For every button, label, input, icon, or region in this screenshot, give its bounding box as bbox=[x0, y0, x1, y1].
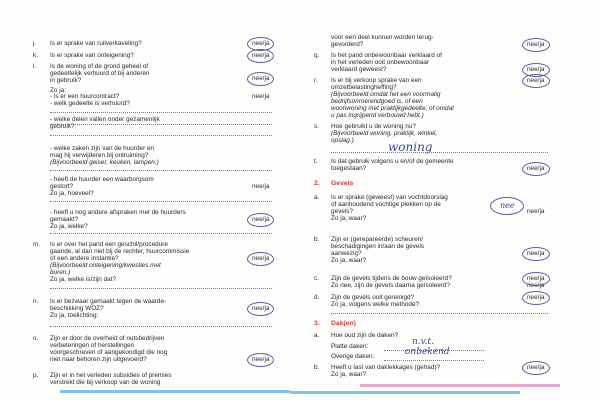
item-label-p: p. bbox=[33, 372, 39, 379]
decorative-stripe-blue-right bbox=[290, 391, 520, 394]
question-2a-line3: gevels? bbox=[331, 208, 354, 215]
question-2c-line2: Zo nee, zijn de gevels daarna geïsoleerd? bbox=[331, 282, 451, 289]
handwritten-answer-3a-overige: onbekend bbox=[405, 347, 450, 357]
answer-circle-2a bbox=[490, 197, 524, 215]
question-2b-line2: beschadigingen in/aan de gevels bbox=[331, 243, 425, 250]
answer-j[interactable]: nee/ja bbox=[252, 40, 270, 47]
question-m-line6: Zo ja, welke is/zijn dat? bbox=[50, 276, 117, 283]
handwritten-answer-3a-platte: n.v.t. bbox=[412, 337, 435, 347]
answer-circle-t bbox=[522, 162, 550, 176]
answer-n[interactable]: nee/ja bbox=[252, 305, 270, 312]
answer-line[interactable] bbox=[50, 288, 272, 289]
answer-circle-m bbox=[247, 252, 274, 266]
question-o-line3: voorgeschreven of aangekondigd die nog bbox=[50, 349, 168, 356]
question-m-line1: Is er over het pand een geschil/procedure bbox=[50, 241, 168, 248]
answer-line[interactable] bbox=[384, 360, 484, 361]
item-label-2b: b. bbox=[314, 236, 320, 243]
answer-2d[interactable]: nee/ja bbox=[527, 294, 545, 301]
question-2d-line1: Zijn de gevels ooit gereinigd? bbox=[331, 294, 415, 301]
question-q-line1: Is het pand onbewoonbaar verklaard of bbox=[331, 52, 442, 59]
question-r-line1: Is er bij verkoop sprake van een bbox=[331, 77, 422, 84]
question-2b-line3: aanwezig? bbox=[331, 250, 362, 257]
answer-m[interactable]: nee/ja bbox=[252, 255, 270, 262]
answer-line[interactable] bbox=[50, 326, 272, 327]
question-r-line2: omzetbelastingheffing? bbox=[331, 84, 397, 91]
question-r-line3: (Bijvoorbeeld omdat het een voormalig bbox=[331, 91, 441, 98]
answer-circle-o bbox=[247, 353, 274, 367]
question-3b-line1: Heeft u last van daklekkages (gehad)? bbox=[331, 364, 441, 371]
section-3-title: Dak(en) bbox=[331, 320, 356, 327]
question-l-waarborg-3: Zo ja, hoeveel? bbox=[50, 190, 94, 197]
question-l-zoja: Zo ja: bbox=[50, 87, 66, 94]
section-2-number: 2. bbox=[314, 180, 320, 187]
answer-line[interactable] bbox=[331, 152, 548, 153]
item-label-2c: c. bbox=[314, 275, 319, 282]
question-2a-line2: of aanhoudend vochtige plekken op de bbox=[331, 201, 441, 208]
answer-o[interactable]: nee/ja bbox=[252, 356, 270, 363]
question-l-huurder-zaken-3: (Bijvoorbeeld geiser, keuken, lampen.) bbox=[50, 159, 159, 166]
question-m-line3: of een andere instantie? bbox=[50, 255, 119, 262]
answer-line[interactable] bbox=[50, 112, 272, 113]
question-l-line1: Is de woning of de grond geheel of bbox=[50, 63, 149, 70]
question-o-line1: Zijn er door de overheid of nutsbedrijven bbox=[50, 335, 165, 342]
answer-l[interactable]: nee/ja bbox=[252, 75, 270, 82]
item-label-q: q. bbox=[314, 52, 320, 59]
question-t-line1: Is dat gebruik volgens u en/of de gemeente bbox=[331, 158, 454, 165]
question-p-cont-1: voor een deel kunnen worden terug- bbox=[331, 34, 434, 41]
item-label-2a: a. bbox=[314, 194, 320, 201]
section-3-number: 3. bbox=[314, 320, 320, 327]
answer-line[interactable] bbox=[50, 135, 272, 136]
item-label-2d: d. bbox=[314, 294, 320, 301]
question-r-line6: u pas ingrijpend verbouwd hebt.) bbox=[331, 112, 424, 119]
answer-line[interactable] bbox=[50, 124, 272, 125]
answer-line[interactable] bbox=[50, 170, 272, 171]
answer-l-waarborg[interactable]: nee/ja bbox=[252, 183, 270, 190]
question-2a-line4: Zo ja, waar? bbox=[331, 215, 367, 222]
question-2d-line2: Zo ja, volgens welke methode? bbox=[331, 301, 420, 308]
answer-3b[interactable]: nee/ja bbox=[527, 364, 545, 371]
question-p-cont-2: gevorderd? bbox=[331, 41, 364, 48]
question-q-line3: verklaard geweest? bbox=[331, 66, 387, 73]
question-2a-line1: Is er sprake (geweest) van vochtdoorslag bbox=[331, 194, 448, 201]
decorative-stripe-pink bbox=[360, 384, 560, 387]
question-o-line4: niet naar behoren zijn uitgevoerd? bbox=[50, 356, 147, 363]
question-l-line3: in gebruik? bbox=[50, 77, 82, 84]
answer-circle-l-afspraken bbox=[247, 213, 274, 227]
answer-p[interactable]: nee/ja bbox=[527, 41, 545, 48]
question-s-line2: (Bijvoorbeeld woning, praktijk, winkel, bbox=[331, 130, 438, 137]
question-m-line5: buren.) bbox=[50, 269, 71, 276]
question-3a-line1: Hoe oud zijn de daken? bbox=[331, 332, 399, 339]
item-label-k: k. bbox=[33, 52, 38, 59]
answer-r[interactable]: nee/ja bbox=[527, 77, 545, 84]
question-l-contract: - is er een huurcontract? bbox=[50, 93, 120, 100]
question-2b-line4: Zo ja, waar? bbox=[331, 257, 367, 264]
answer-circle-n bbox=[247, 302, 274, 316]
question-l-afspraken-2: gemaakt? bbox=[50, 216, 79, 223]
answer-circle-2c bbox=[522, 272, 550, 286]
question-s-line1: Hoe gebruikt u de woning nu? bbox=[331, 123, 416, 130]
question-l-huurder-zaken-1: - welke zaken zijn van de huurder en bbox=[50, 145, 155, 152]
question-3b-line2: Zo ja, waar? bbox=[331, 371, 367, 378]
question-l-huurder-zaken-2: mag hij verwijderen bij ontruiming? bbox=[50, 152, 149, 159]
decorative-stripe-blue bbox=[60, 390, 290, 393]
answer-l-contract[interactable]: nee/ja bbox=[252, 93, 270, 100]
answer-2c-2[interactable]: nee/ja bbox=[527, 282, 545, 289]
answer-circle-p bbox=[522, 38, 550, 52]
question-m-line2: gaande, al dan niet bij de rechter, huurcommissie bbox=[50, 248, 190, 255]
handwritten-answer-s: woning bbox=[388, 140, 433, 154]
question-3a-platte: Platte daken: bbox=[331, 343, 369, 350]
answer-circle-l bbox=[247, 72, 274, 86]
question-o-line2: verbeteringen of herstellingen bbox=[50, 342, 135, 349]
question-k: Is er sprake van onteigening? bbox=[50, 52, 134, 59]
item-label-t: t. bbox=[314, 158, 318, 165]
question-q-line2: in het verleden ooit onbewoonbaar bbox=[331, 59, 430, 66]
answer-t[interactable]: nee/ja bbox=[527, 165, 545, 172]
question-l-afspraken-3: Zo ja, welke? bbox=[50, 223, 88, 230]
question-l-deel: - welk gedeelte is verhuurd? bbox=[50, 100, 130, 107]
answer-l-afspraken[interactable]: nee/ja bbox=[252, 216, 270, 223]
item-label-3b: b. bbox=[314, 364, 320, 371]
answer-circle-2b bbox=[522, 247, 550, 261]
section-2-title: Gevels bbox=[331, 180, 354, 187]
question-l-gezamenlijk-2: gebruik? bbox=[50, 123, 75, 130]
question-l-afspraken-1: - heeft u nog andere afspraken met de huurders bbox=[50, 209, 186, 216]
question-p-line2: verstrekt die bij verkoop van de woning bbox=[50, 379, 161, 386]
question-2b-line1: Zijn er (gerepareerde) scheuren/ bbox=[331, 236, 423, 243]
item-label-m: m. bbox=[33, 241, 41, 248]
question-n-line1: Is er bezwaar gemaakt tegen de waarde- bbox=[50, 298, 167, 305]
answer-circle-3b bbox=[522, 361, 550, 375]
question-l-gezamenlijk-1: - welke delen vallen onder gezamenlijk bbox=[50, 116, 160, 123]
question-n-line2: beschikking WOZ? bbox=[50, 305, 104, 312]
question-l-waarborg-2: gestort? bbox=[50, 183, 74, 190]
item-label-l: l. bbox=[33, 63, 37, 70]
answer-circle-2d bbox=[522, 291, 550, 305]
item-label-s: s. bbox=[314, 123, 319, 130]
answer-line[interactable] bbox=[50, 201, 272, 202]
item-label-o: o. bbox=[33, 335, 39, 342]
question-t-line2: toegestaan? bbox=[331, 165, 367, 172]
question-n-line3: Zo ja, toelichting: bbox=[50, 312, 99, 319]
question-s-line3: opslag.) bbox=[331, 137, 354, 144]
answer-k[interactable]: nee/ja bbox=[252, 52, 270, 59]
answer-circle-k bbox=[247, 49, 274, 63]
answer-2c-1[interactable]: nee/ja bbox=[527, 275, 545, 282]
question-l-line2: gedeeltelijk verhuurd of bij anderen bbox=[50, 70, 150, 77]
item-label-n: n. bbox=[33, 298, 39, 305]
answer-circle-r bbox=[522, 74, 550, 88]
item-label-r: r. bbox=[314, 77, 318, 84]
question-r-line4: bedrijfsonroerendgoed is, of een bbox=[331, 98, 423, 105]
answer-line[interactable] bbox=[331, 313, 548, 314]
item-label-j: j. bbox=[33, 40, 37, 47]
answer-2b[interactable]: nee/ja bbox=[527, 250, 545, 257]
question-j: Is er sprake van ruilverkaveling? bbox=[50, 40, 142, 47]
question-p-line1: Zijn er in het verleden subsidies of premies bbox=[50, 372, 172, 379]
item-label-3a: a. bbox=[314, 332, 320, 339]
answer-2a[interactable]: nee/ja bbox=[527, 208, 545, 215]
question-r-line5: woonwoning met praktijkgedeelte, of omdat bbox=[331, 105, 454, 112]
question-l-waarborg-1: - heeft de huurder een waarborgsom bbox=[50, 176, 154, 183]
question-m-line4: (Bijvoorbeeld onteigening/kwesties met bbox=[50, 262, 161, 269]
handwritten-answer-2a: nee bbox=[500, 201, 515, 210]
question-3a-overige: Overige daken: bbox=[331, 353, 375, 360]
question-2c-line1: Zijn de gevels tijdens de bouw geïsoleerd? bbox=[331, 275, 452, 282]
answer-line[interactable] bbox=[50, 233, 272, 234]
answer-q[interactable]: nee/ja bbox=[527, 66, 545, 73]
